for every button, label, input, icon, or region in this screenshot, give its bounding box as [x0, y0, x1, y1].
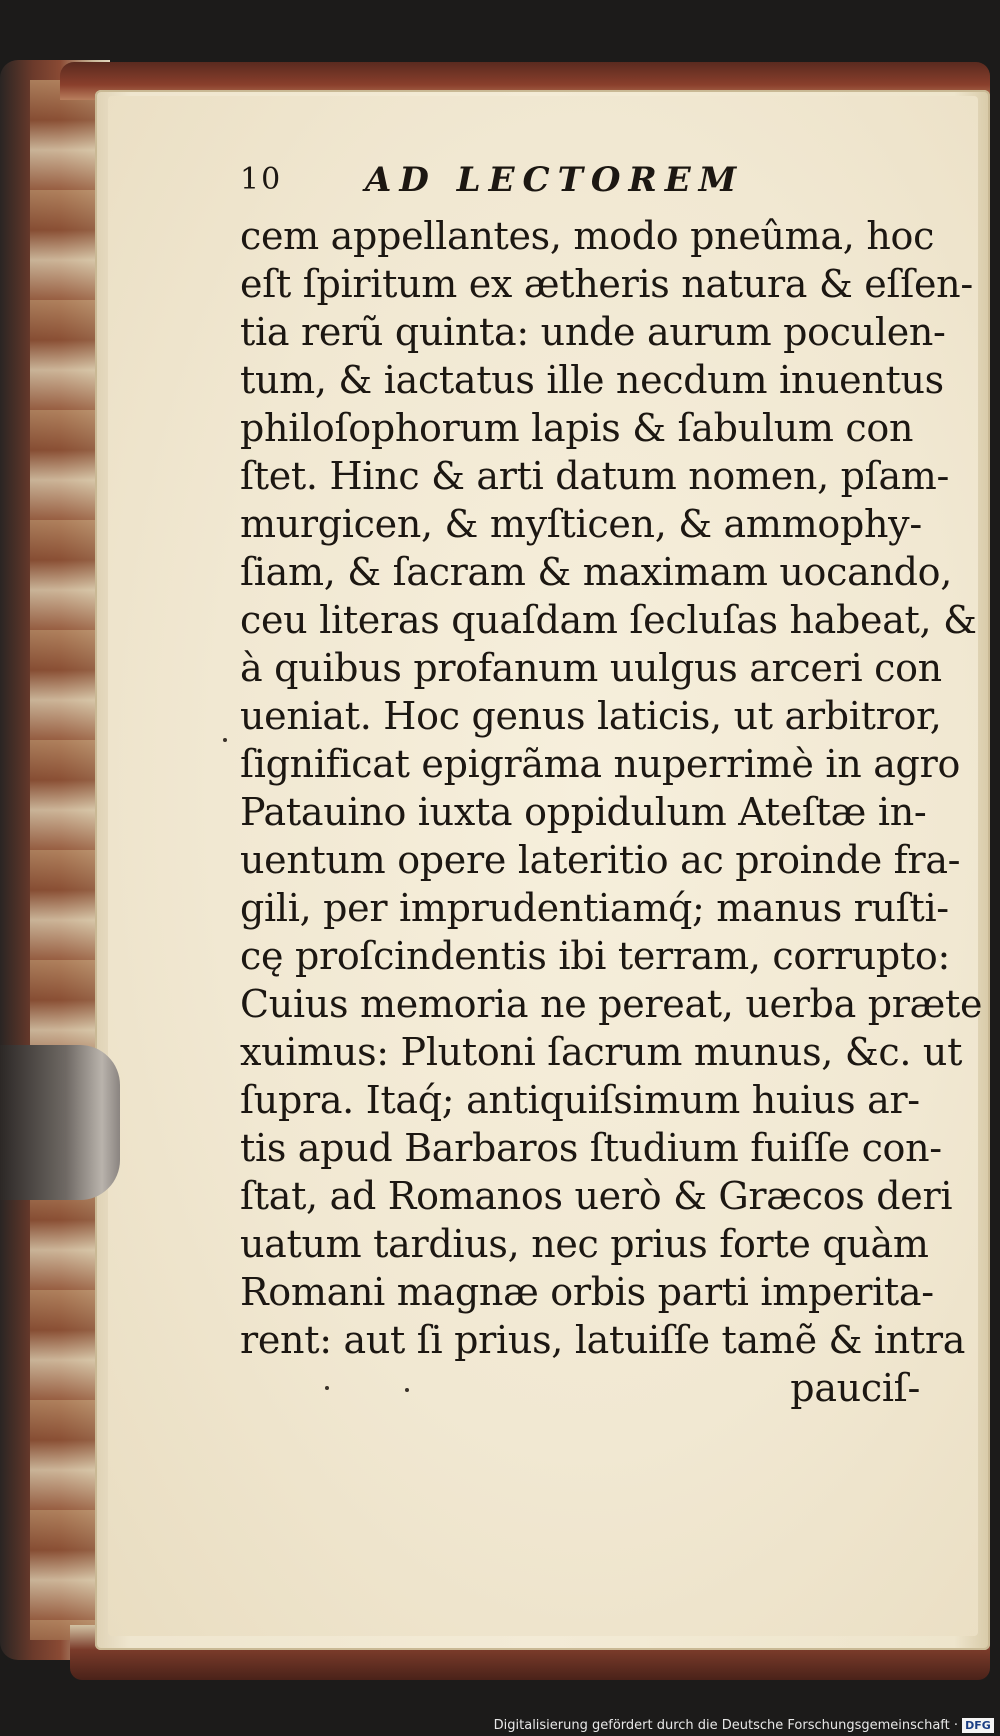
funding-credit: Digitalisierung gefördert durch die Deutsche Forschungsgemeinschaft ·: [493, 1718, 958, 1733]
ink-speck: [223, 738, 227, 742]
text-line: Romani magnæ orbis parti imperita-: [240, 1270, 934, 1314]
text-line: ſtet. Hinc & arti datum nomen, pſam-: [240, 454, 950, 498]
text-line: ſignificat epigrãma nuperrimè in agro: [240, 742, 961, 786]
text-line: à quibus profanum uulgus arceri con: [240, 646, 942, 690]
text-line: murgicen, & myſticen, & ammophy-: [240, 502, 922, 546]
catchword: pauciſ-: [790, 1366, 920, 1410]
text-line: uentum opere lateritio ac proinde fra-: [240, 838, 961, 882]
text-line: ſiam, & ſacram & maximam uocando,: [240, 550, 953, 594]
text-line: ceu literas quaſdam ſecluſas habeat, &: [240, 598, 977, 642]
text-line: Patauino iuxta oppidulum Ateſtæ in-: [240, 790, 927, 834]
text-line: tis apud Barbaros ſtudium fuiſſe con-: [240, 1126, 942, 1170]
left-page-edges: [30, 80, 100, 1640]
text-line: tum, & iactatus ille necdum inuentus: [240, 358, 944, 402]
text-line: cę proſcindentis ibi terram, corrupto:: [240, 934, 950, 978]
folio-number: 10: [240, 162, 283, 197]
text-line: Cuius memoria ne pereat, uerba præte: [240, 982, 983, 1026]
running-head-title: AD LECTOREM: [365, 160, 745, 200]
text-line: xuimus: Plutoni ſacrum munus, &c. ut: [240, 1030, 963, 1074]
running-head: [240, 150, 920, 212]
dfg-logo: DFG: [962, 1718, 994, 1733]
text-line: rent: aut ſi prius, latuiſſe tamẽ & intra: [240, 1318, 966, 1362]
text-line: gili, per imprudentiamq́; manus ruſti-: [240, 886, 949, 930]
text-line: eſt ſpiritum ex ætheris natura & eſſen-: [240, 262, 973, 306]
text-block: [240, 150, 983, 1412]
ink-speck: [325, 1386, 329, 1390]
text-line: tia rerũ quinta: unde aurum poculen-: [240, 310, 946, 354]
book-clamp: [0, 1045, 120, 1200]
text-line: philoſophorum lapis & ſabulum con: [240, 406, 914, 450]
text-line: ſtat, ad Romanos uerò & Græcos deri: [240, 1174, 953, 1218]
text-line: ueniat. Hoc genus laticis, ut arbitror,: [240, 694, 942, 738]
ink-speck: [405, 1388, 409, 1392]
text-line: ſupra. Itaq́; antiquiſsimum huius ar-: [240, 1078, 920, 1122]
text-line: uatum tardius, nec prius forte quàm: [240, 1222, 929, 1266]
text-line: cem appellantes, modo pneûma, hoc: [240, 214, 935, 258]
